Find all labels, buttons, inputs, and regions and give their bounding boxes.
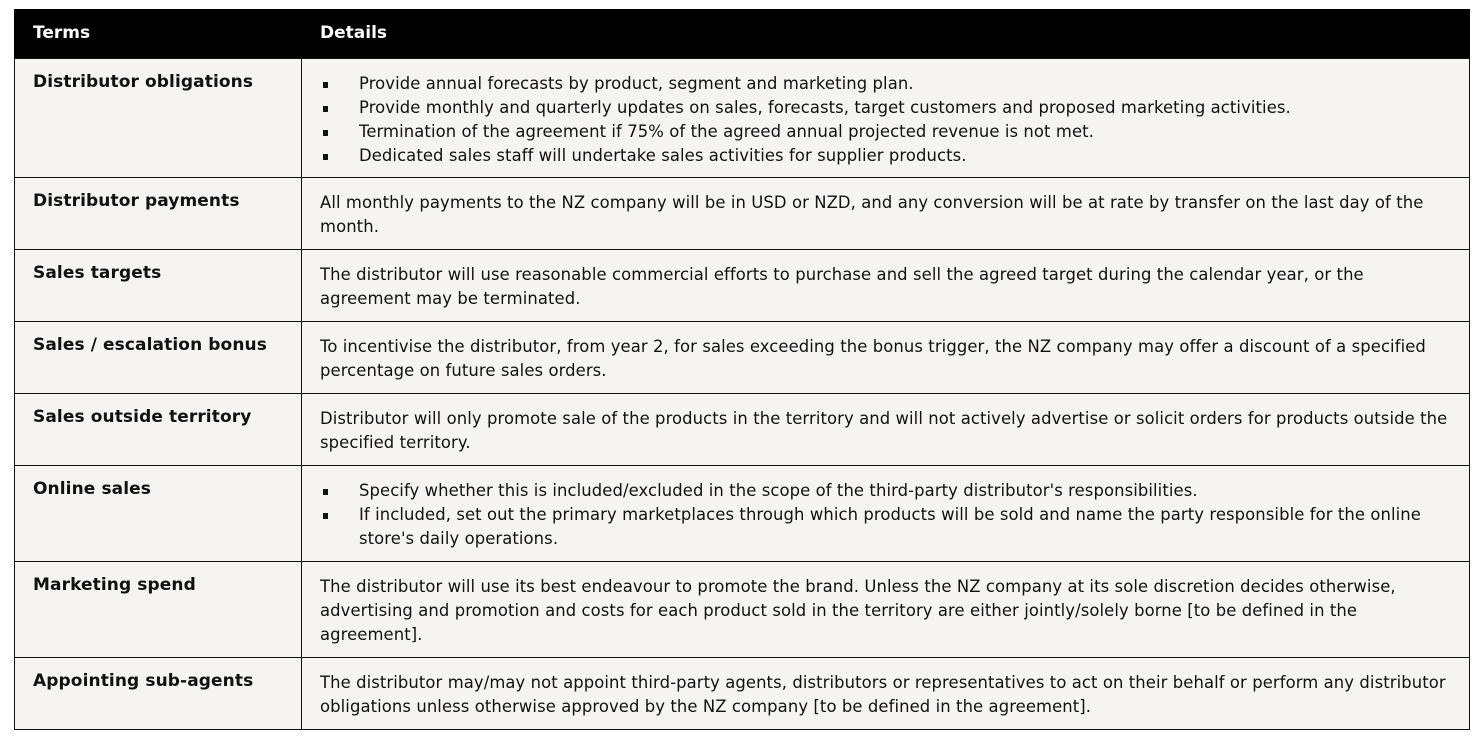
detail-cell (302, 465, 1470, 561)
header-row (15, 9, 1470, 58)
detail-text: To incentivise the distributor, from year 2, for sales exceeding the bonus trigger, the NZ company may offer a discount of a specified percentage on future sales orders. (302, 321, 1470, 393)
detail-cell (302, 58, 1470, 177)
bullet-item: Provide annual forecasts by product, segment and marketing plan. (320, 72, 1455, 96)
table-row (15, 58, 1470, 177)
term-label: Online sales (15, 465, 302, 561)
header-terms: Terms (15, 9, 302, 58)
header-details: Details (302, 9, 1470, 58)
bullet-item: Termination of the agreement if 75% of the agreed annual projected revenue is not met. (320, 120, 1455, 144)
term-label: Sales / escalation bonus (15, 321, 302, 393)
bullet-list (320, 72, 1455, 168)
detail-text: The distributor will use its best endeavour to promote the brand. Unless the NZ company at its sole discretion decides otherwise, advertising and promotion and costs for each product sold in the territory are either jointly/solely borne [to be defined in the agreement]. (302, 561, 1470, 657)
bullet-list (320, 479, 1455, 551)
table-row (15, 177, 1470, 249)
bullet-item: If included, set out the primary marketplaces through which products will be sold and name the party responsible for the online store's daily operations. (320, 503, 1455, 551)
table-row (15, 561, 1470, 657)
table-row (15, 249, 1470, 321)
detail-text: The distributor will use reasonable commercial efforts to purchase and sell the agreed target during the calendar year, or the agreement may be terminated. (302, 249, 1470, 321)
term-label: Distributor obligations (15, 58, 302, 177)
term-label: Appointing sub-agents (15, 657, 302, 729)
table-row (15, 393, 1470, 465)
table-row (15, 657, 1470, 729)
bullet-item: Provide monthly and quarterly updates on sales, forecasts, target customers and proposed marketing activities. (320, 96, 1455, 120)
bullet-item: Dedicated sales staff will undertake sales activities for supplier products. (320, 144, 1455, 168)
terms-table (14, 9, 1470, 730)
term-label: Sales outside territory (15, 393, 302, 465)
term-label: Marketing spend (15, 561, 302, 657)
detail-text: Distributor will only promote sale of the products in the territory and will not actively advertise or solicit orders for products outside the specified territory. (302, 393, 1470, 465)
detail-text: The distributor may/may not appoint third-party agents, distributors or representatives to act on their behalf or perform any distributor obligations unless otherwise approved by the NZ company [to be defined in the agreement]. (302, 657, 1470, 729)
term-label: Distributor payments (15, 177, 302, 249)
bullet-item: Specify whether this is included/excluded in the scope of the third-party distributor's responsibilities. (320, 479, 1455, 503)
term-label: Sales targets (15, 249, 302, 321)
table-row (15, 465, 1470, 561)
table-row (15, 321, 1470, 393)
detail-text: All monthly payments to the NZ company will be in USD or NZD, and any conversion will be at rate by transfer on the last day of the month. (302, 177, 1470, 249)
